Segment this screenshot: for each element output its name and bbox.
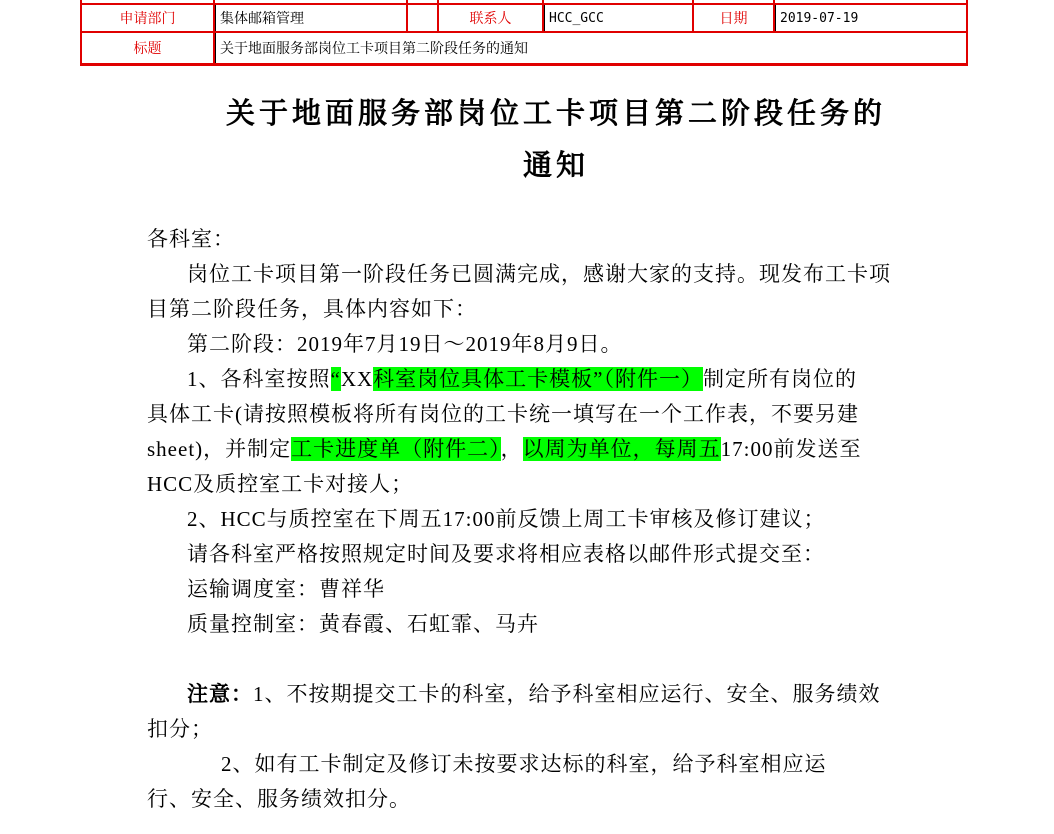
body-line [147,222,927,257]
dept-value-field[interactable]: 集体邮箱管理 [214,4,407,32]
body-text: 扣分； [147,716,213,741]
body-text: HCC及质控室工卡对接人； [147,471,414,496]
body-text: 运输调度室：曹祥华 [187,576,385,601]
notice-title-line1: 关于地面服务部岗位工卡项目第二阶段任务的 [225,97,886,130]
body-text: 具体工卡(请按照模板将所有岗位的工卡统一填写在一个工作表，不要另建 [147,401,859,426]
body-text: XX [340,366,374,391]
body-text: 目第二阶段任务，具体内容如下： [147,296,477,321]
body-line [147,327,927,362]
body-line [147,642,927,677]
body-line [147,677,927,712]
highlighted-text: 以周为单位，每周五 [522,436,721,461]
body-text: 质量控制室：黄春霞、石虹霏、马卉 [187,611,539,636]
body-text: 第二阶段：2019年7月19日～2019年8月9日。 [187,331,623,356]
body-text: 2、如有工卡制定及修订未按要求达标的科室，给予科室相应运 [221,751,827,776]
body-text: 17:00前发送至 [720,436,862,461]
body-text: 岗位工卡项目第一阶段任务已圆满完成，感谢大家的支持。现发布工卡项 [187,261,891,286]
form-row-subject [81,32,967,64]
form-table [80,0,968,66]
subject-value-field[interactable]: 关于地面服务部岗位工卡项目第二阶段任务的通知 [214,32,967,64]
body-line [147,362,927,397]
body-line [147,782,927,817]
body-text: 注意： [187,681,253,706]
notice-title-line2: 通知 [522,149,589,182]
highlighted-text: 科室岗位具体工卡模板”（附件一） [373,366,703,391]
body-text: 1、不按期提交工卡的科室，给予科室相应运行、安全、服务绩效 [253,681,881,706]
form-row-info [81,4,967,32]
body-line [147,397,927,432]
body-line [147,502,927,537]
body-line [147,292,927,327]
body-text: 行、安全、服务绩效扣分。 [147,786,411,811]
spacer-cell [407,4,438,32]
highlighted-text: “ [330,366,341,391]
body-text: 制定所有岗位的 [703,366,857,391]
body-line [147,572,927,607]
body-line [147,747,927,782]
contact-label: 联系人 [438,4,543,32]
body-line [147,257,927,292]
highlighted-text: 工卡进度单（附件二） [291,436,501,461]
date-value-field[interactable]: 2019-07-19 [774,4,967,32]
body-text: 2、HCC与质控室在下周五17:00前反馈上周工卡审核及修订建议； [187,506,826,531]
contact-value-field[interactable]: HCC_GCC [543,4,693,32]
body-line [147,432,927,467]
body-text: 1、各科室按照 [187,366,331,391]
notice-body [147,222,927,817]
body-text: 请各科室严格按照规定时间及要求将相应表格以邮件形式提交至： [187,541,825,566]
body-line [147,607,927,642]
body-line [147,467,927,502]
body-text: 各科室： [147,226,235,251]
notice-title [147,88,965,192]
body-text: ， [500,436,523,461]
subject-label: 标题 [81,32,214,64]
body-line [147,537,927,572]
dept-label: 申请部门 [81,4,214,32]
date-label: 日期 [693,4,774,32]
body-line [147,712,927,747]
body-text: sheet)，并制定 [147,436,292,461]
